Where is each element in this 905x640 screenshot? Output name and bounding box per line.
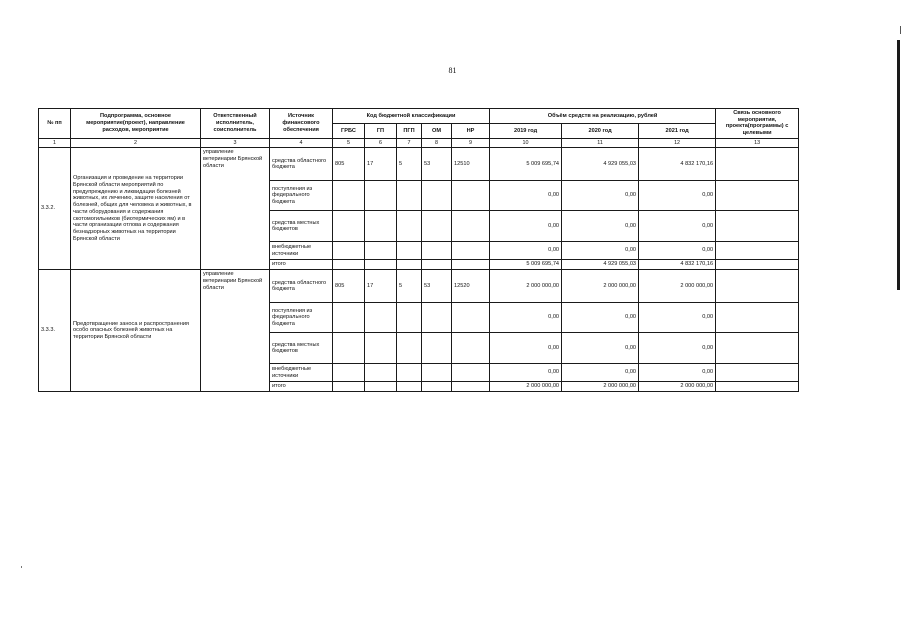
total-2019: 2 000 000,00 [490, 382, 562, 392]
budget-table [38, 108, 799, 392]
nr-cell [452, 333, 490, 364]
header-om: ОМ [422, 123, 452, 138]
total-2020: 4 929 055,03 [562, 260, 639, 270]
total-label: итого [270, 260, 333, 270]
gp-cell [365, 333, 397, 364]
header-budget-code: Код бюджетной классификации [333, 109, 490, 124]
scan-edge-mark [897, 40, 900, 290]
amount-2020: 0,00 [562, 333, 639, 364]
om-cell: 53 [422, 270, 452, 303]
nr-cell [452, 181, 490, 211]
source-cell: средства местных бюджетов [270, 333, 333, 364]
amount-2020: 0,00 [562, 211, 639, 242]
source-cell: внебюджетные источники [270, 364, 333, 382]
col-number: 3 [201, 138, 270, 147]
link-cell [716, 181, 799, 211]
om-cell [422, 211, 452, 242]
amount-2020: 0,00 [562, 364, 639, 382]
nr-cell [452, 242, 490, 260]
grbs-cell: 805 [333, 148, 365, 181]
gp-cell [365, 260, 397, 270]
column-number-row [39, 138, 799, 147]
executor-cell: управление ветеринарии Брянской области [201, 270, 270, 392]
gp-cell [365, 364, 397, 382]
amount-2019: 5 009 695,74 [490, 148, 562, 181]
nr-cell: 12520 [452, 270, 490, 303]
col-number: 8 [422, 138, 452, 147]
header-2020: 2020 год [562, 123, 639, 138]
pgp-cell [397, 303, 422, 333]
source-cell: средства областного бюджета [270, 148, 333, 181]
gp-cell: 17 [365, 270, 397, 303]
nr-cell [452, 211, 490, 242]
header-executor: Ответственный исполнитель, соисполнитель [201, 109, 270, 139]
header-nr: НР [452, 123, 490, 138]
amount-2021: 0,00 [639, 181, 716, 211]
amount-2020: 0,00 [562, 242, 639, 260]
source-cell: средства областного бюджета [270, 270, 333, 303]
amount-2021: 0,00 [639, 364, 716, 382]
grbs-cell [333, 181, 365, 211]
pgp-cell [397, 242, 422, 260]
header-volume: Объём средств на реализацию, рублей [490, 109, 716, 124]
link-cell [716, 303, 799, 333]
row-number: 3.3.2. [39, 148, 71, 270]
pgp-cell: 5 [397, 270, 422, 303]
pgp-cell [397, 181, 422, 211]
col-number: 4 [270, 138, 333, 147]
gp-cell [365, 211, 397, 242]
col-number: 5 [333, 138, 365, 147]
grbs-cell [333, 333, 365, 364]
nr-cell [452, 382, 490, 392]
header-2021: 2021 год [639, 123, 716, 138]
nr-cell: 12510 [452, 148, 490, 181]
link-cell [716, 270, 799, 303]
amount-2021: 2 000 000,00 [639, 270, 716, 303]
header-gp: ГП [365, 123, 397, 138]
amount-2020: 4 929 055,03 [562, 148, 639, 181]
amount-2021: 4 832 170,16 [639, 148, 716, 181]
table-row [39, 148, 799, 181]
amount-2019: 0,00 [490, 303, 562, 333]
amount-2019: 0,00 [490, 242, 562, 260]
amount-2019: 0,00 [490, 181, 562, 211]
col-number: 9 [452, 138, 490, 147]
measure-description: Предотвращение заноса и распространения особо опасных болезней животных на территории Брянской области [71, 270, 201, 392]
gp-cell [365, 382, 397, 392]
grbs-cell [333, 303, 365, 333]
pgp-cell [397, 364, 422, 382]
pgp-cell [397, 382, 422, 392]
link-cell [716, 364, 799, 382]
grbs-cell: 805 [333, 270, 365, 303]
header-grbs: ГРБС [333, 123, 365, 138]
col-number: 10 [490, 138, 562, 147]
grbs-cell [333, 242, 365, 260]
pgp-cell [397, 333, 422, 364]
nr-cell [452, 364, 490, 382]
source-cell: поступления из федерального бюджета [270, 181, 333, 211]
header-source: Источник финансового обеспечения [270, 109, 333, 139]
nr-cell [452, 260, 490, 270]
link-cell [716, 260, 799, 270]
pgp-cell [397, 260, 422, 270]
link-cell [716, 211, 799, 242]
grbs-cell [333, 382, 365, 392]
om-cell [422, 333, 452, 364]
amount-2021: 0,00 [639, 242, 716, 260]
nr-cell [452, 303, 490, 333]
col-number: 7 [397, 138, 422, 147]
grbs-cell [333, 260, 365, 270]
scan-edge-mark-top [900, 26, 901, 34]
om-cell [422, 382, 452, 392]
col-number: 12 [639, 138, 716, 147]
amount-2020: 0,00 [562, 303, 639, 333]
om-cell [422, 260, 452, 270]
total-2020: 2 000 000,00 [562, 382, 639, 392]
amount-2021: 0,00 [639, 303, 716, 333]
grbs-cell [333, 364, 365, 382]
amount-2021: 0,00 [639, 211, 716, 242]
om-cell [422, 303, 452, 333]
executor-cell: управление ветеринарии Брянской области [201, 148, 270, 270]
pgp-cell [397, 211, 422, 242]
gp-cell [365, 242, 397, 260]
total-2021: 2 000 000,00 [639, 382, 716, 392]
total-2019: 5 009 695,74 [490, 260, 562, 270]
link-cell [716, 148, 799, 181]
col-number: 13 [716, 138, 799, 147]
om-cell [422, 181, 452, 211]
header-link: Связь основного мероприятия, проекта(программы) с целевыми [716, 109, 799, 139]
om-cell [422, 242, 452, 260]
amount-2019: 0,00 [490, 333, 562, 364]
amount-2020: 2 000 000,00 [562, 270, 639, 303]
link-cell [716, 382, 799, 392]
table-row [39, 270, 799, 303]
source-cell: внебюджетные источники [270, 242, 333, 260]
total-label: итого [270, 382, 333, 392]
measure-description: Организация и проведение на территории Брянской области мероприятий по предупреждению и ликвидации болезней животных, их лечению, защите населения от болезней, общих для человека и животных, в части оборудования и содержания скотомогильников (биотермических ям) и в части организации отлова и содержания безнадзорных животных на территории Брянской области [71, 148, 201, 270]
header-num: № пп [39, 109, 71, 139]
grbs-cell [333, 211, 365, 242]
col-number: 11 [562, 138, 639, 147]
amount-2019: 2 000 000,00 [490, 270, 562, 303]
gp-cell [365, 181, 397, 211]
col-number: 2 [71, 138, 201, 147]
row-number: 3.3.3. [39, 270, 71, 392]
link-cell [716, 242, 799, 260]
link-cell [716, 333, 799, 364]
source-cell: средства местных бюджетов [270, 211, 333, 242]
pgp-cell: 5 [397, 148, 422, 181]
source-cell: поступления из федерального бюджета [270, 303, 333, 333]
amount-2019: 0,00 [490, 364, 562, 382]
header-program: Подпрограмма, основное мероприятие(проект), направление расходов, мероприятие [71, 109, 201, 139]
amount-2020: 0,00 [562, 181, 639, 211]
gp-cell [365, 303, 397, 333]
amount-2021: 0,00 [639, 333, 716, 364]
header-pgp: ПГП [397, 123, 422, 138]
amount-2019: 0,00 [490, 211, 562, 242]
gp-cell: 17 [365, 148, 397, 181]
om-cell [422, 364, 452, 382]
col-number: 1 [39, 138, 71, 147]
total-2021: 4 832 170,16 [639, 260, 716, 270]
page-number: 81 [448, 66, 457, 75]
om-cell: 53 [422, 148, 452, 181]
table-header [39, 109, 799, 148]
col-number: 6 [365, 138, 397, 147]
header-2019: 2019 год [490, 123, 562, 138]
scan-speck [21, 566, 22, 568]
